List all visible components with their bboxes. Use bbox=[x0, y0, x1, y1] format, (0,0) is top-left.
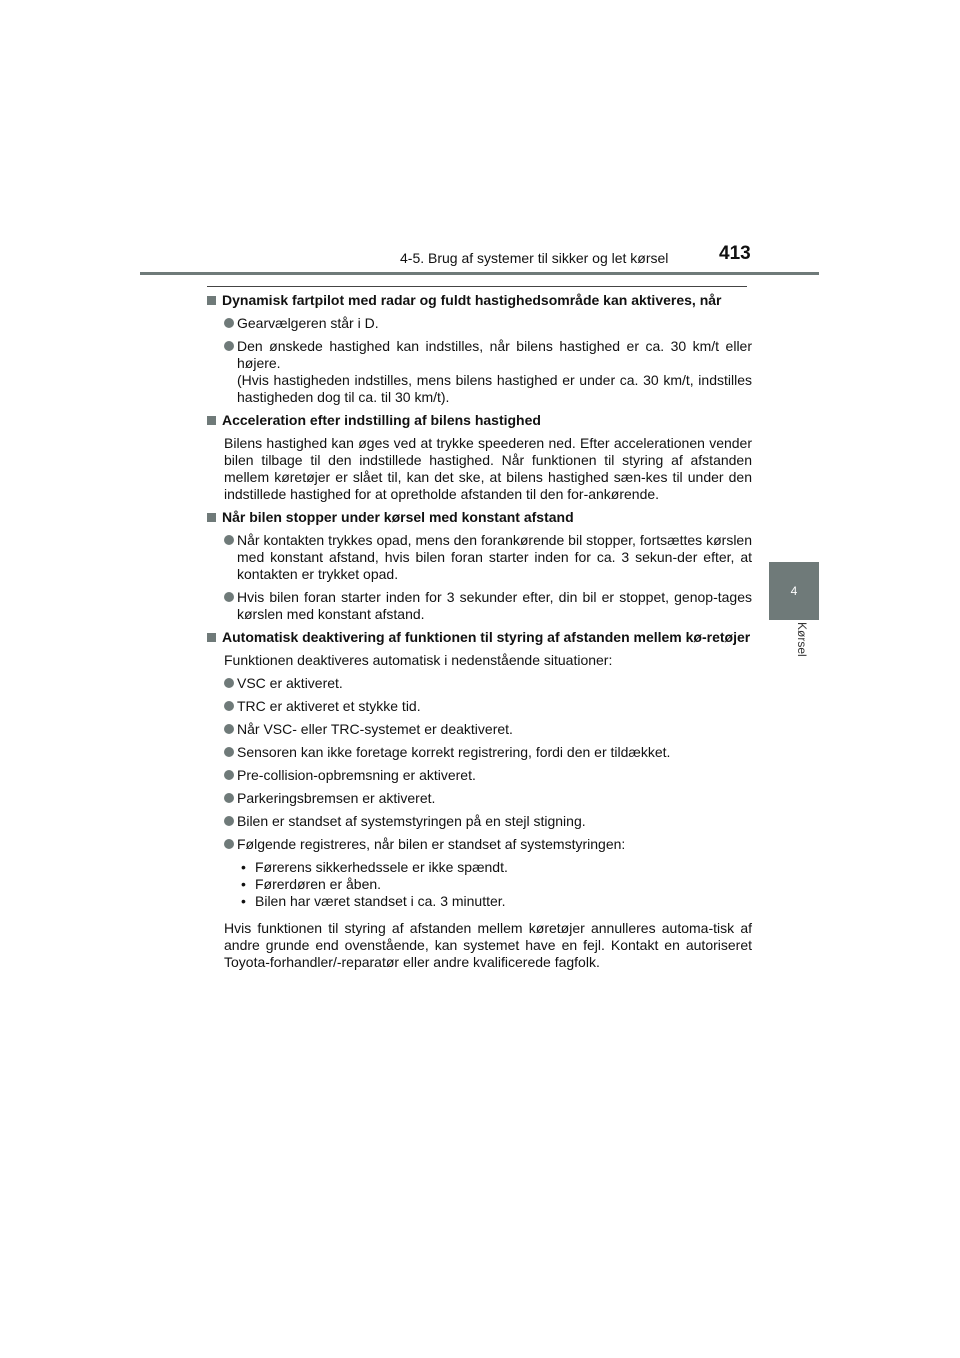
list-item-text bbox=[237, 338, 752, 406]
list-item bbox=[224, 836, 752, 853]
chapter-tab bbox=[769, 562, 819, 620]
list-item-text: Gearvælgeren står i D. bbox=[237, 315, 379, 331]
section-heading bbox=[207, 509, 752, 526]
circle-bullet-icon bbox=[224, 724, 234, 734]
list-item-text: Følgende registreres, når bilen er standset af systemstyringen: bbox=[237, 836, 626, 852]
paragraph: Funktionen deaktiveres automatisk i nedenstående situationer: bbox=[224, 652, 613, 668]
square-bullet-icon bbox=[207, 513, 216, 522]
list-item bbox=[224, 315, 752, 332]
circle-bullet-icon bbox=[224, 839, 234, 849]
page-number: 413 bbox=[719, 243, 751, 264]
list-item-main: Den ønskede hastighed kan indstilles, når bilens hastighed er ca. 30 km/t eller højere. bbox=[237, 338, 752, 371]
dot-bullet-icon: • bbox=[241, 859, 246, 875]
section-title: 4-5. Brug af systemer til sikker og let kørsel bbox=[400, 250, 669, 266]
circle-bullet-icon bbox=[224, 318, 234, 328]
paragraph: Bilens hastighed kan øges ved at trykke speederen ned. Efter accelerationen vender bilen tilbage til den indstillede hastighed. Når funktionen til styring af afstanden mellem køretøjer er slået til, kan det ske, at bilens hastighed sæn-kes til under den indstillede hastighed for at opretholde afstanden til den for-ankørende. bbox=[224, 435, 752, 502]
sub-list-item bbox=[241, 859, 752, 876]
square-bullet-icon bbox=[207, 296, 216, 305]
sub-list bbox=[241, 859, 752, 910]
dot-bullet-icon: • bbox=[241, 876, 246, 892]
paragraph: Hvis funktionen til styring af afstanden mellem køretøjer annulleres automa-tisk af andre grunde end ovenstående, kan systemet have en fejl. Kontakt en autoriseret Toyota-forhandler/-reparatør eller andre kvalificerede fagfolk. bbox=[224, 920, 752, 970]
circle-bullet-icon bbox=[224, 816, 234, 826]
list-item-text: Når kontakten trykkes opad, mens den forankørende bil stopper, fortsættes kørslen med konstant afstand, hvis bilen foran starter inden for ca. 3 sekun-der efter, at kontakten er trykket opad. bbox=[237, 532, 752, 582]
list-item bbox=[224, 813, 752, 830]
circle-bullet-icon bbox=[224, 747, 234, 757]
circle-bullet-icon bbox=[224, 770, 234, 780]
circle-bullet-icon bbox=[224, 678, 234, 688]
circle-bullet-icon bbox=[224, 592, 234, 602]
section-heading bbox=[207, 412, 752, 429]
sub-list-item bbox=[241, 876, 752, 893]
sub-list-item-text: Førerdøren er åben. bbox=[255, 876, 382, 892]
section-heading bbox=[207, 292, 752, 309]
list-item-text: Pre-collision-opbremsning er aktiveret. bbox=[237, 767, 476, 783]
list-item bbox=[224, 721, 752, 738]
list-item-note: (Hvis hastigheden indstilles, mens bilens hastighed er under ca. 30 km/t, indstilles hastigheden dog til ca. til 30 km/t). bbox=[237, 372, 752, 405]
list-item-text: Når VSC- eller TRC-systemet er deaktiveret. bbox=[237, 721, 513, 737]
list-item bbox=[224, 338, 752, 406]
sub-list-item bbox=[241, 893, 752, 910]
page-content bbox=[207, 292, 752, 977]
square-bullet-icon bbox=[207, 633, 216, 642]
chapter-label: Kørsel bbox=[795, 622, 809, 657]
circle-bullet-icon bbox=[224, 341, 234, 351]
list-item bbox=[224, 532, 752, 583]
list-item-text: TRC er aktiveret et stykke tid. bbox=[237, 698, 421, 714]
list-item bbox=[224, 675, 752, 692]
list-item-text: VSC er aktiveret. bbox=[237, 675, 343, 691]
circle-bullet-icon bbox=[224, 701, 234, 711]
list-item bbox=[224, 790, 752, 807]
heading-text: Dynamisk fartpilot med radar og fuldt hastighedsområde kan aktiveres, når bbox=[222, 292, 722, 308]
list-item bbox=[224, 698, 752, 715]
header-rule bbox=[140, 272, 819, 275]
list-item-text: Parkeringsbremsen er aktiveret. bbox=[237, 790, 436, 806]
heading-text: Automatisk deaktivering af funktionen til styring af afstanden mellem kø-retøjer bbox=[222, 629, 751, 645]
list-item-text: Bilen er standset af systemstyringen på en stejl stigning. bbox=[237, 813, 586, 829]
heading-text: Når bilen stopper under kørsel med konstant afstand bbox=[222, 509, 574, 525]
circle-bullet-icon bbox=[224, 793, 234, 803]
sub-list-item-text: Førerens sikkerhedssele er ikke spændt. bbox=[255, 859, 508, 875]
list-item-text: Hvis bilen foran starter inden for 3 sekunder efter, din bil er stoppet, genop-tages kørslen med konstant afstand. bbox=[237, 589, 752, 622]
chapter-number: 4 bbox=[790, 584, 798, 598]
list-item bbox=[224, 767, 752, 784]
list-item bbox=[224, 744, 752, 761]
list-item-text: Sensoren kan ikke foretage korrekt registrering, fordi den er tildækket. bbox=[237, 744, 671, 760]
content-top-rule bbox=[207, 286, 747, 287]
circle-bullet-icon bbox=[224, 535, 234, 545]
list-item bbox=[224, 589, 752, 623]
dot-bullet-icon: • bbox=[241, 893, 246, 909]
heading-text: Acceleration efter indstilling af bilens hastighed bbox=[222, 412, 541, 428]
section-heading bbox=[207, 629, 752, 646]
sub-list-item-text: Bilen har været standset i ca. 3 minutter. bbox=[255, 893, 506, 909]
square-bullet-icon bbox=[207, 416, 216, 425]
